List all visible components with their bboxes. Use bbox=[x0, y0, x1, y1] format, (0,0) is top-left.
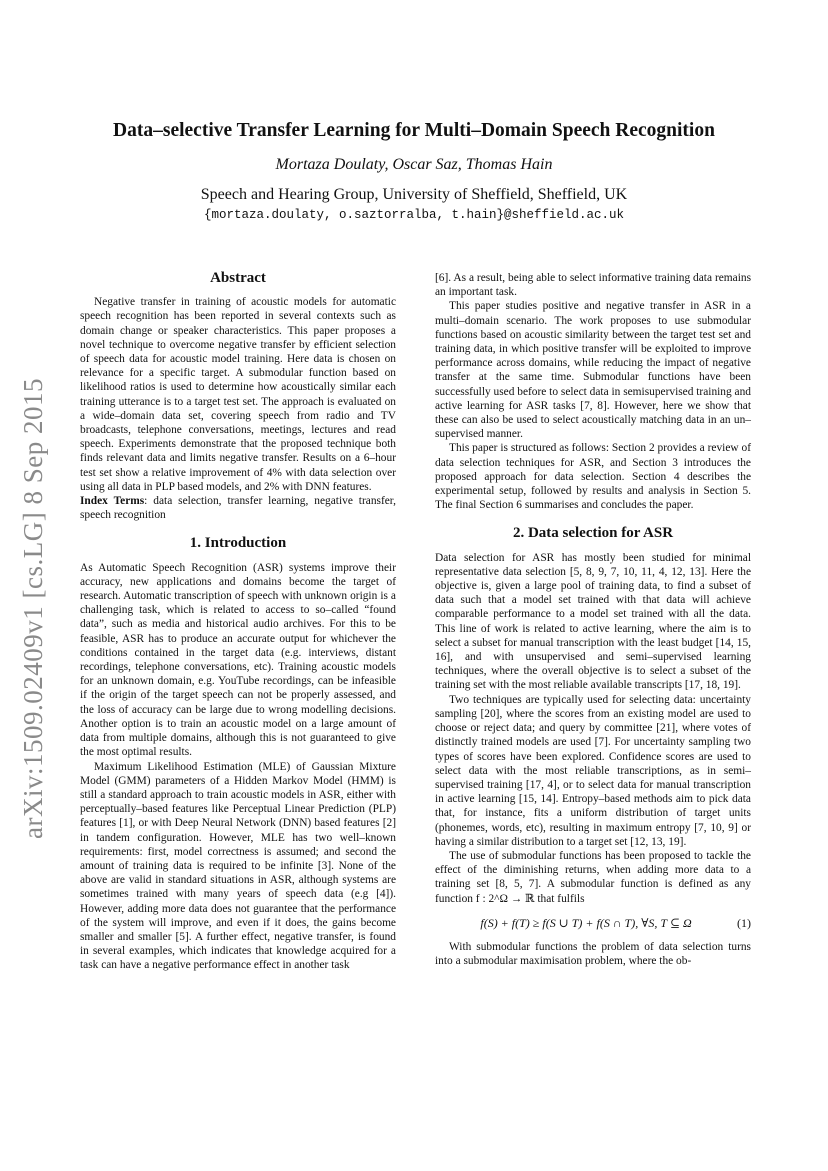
section2-paragraph-4: With submodular functions the problem of data selection turns into a submodular maximisation problem, where the ob- bbox=[435, 940, 751, 968]
section2-paragraph-1: Data selection for ASR has mostly been studied for minimal representative data selection [5, 8, 9, 7, 10, 11, 4, 12, 13]. Here the objective is, given a large pool of training data, to find a subset of data such that a model set trained with that data will achieve comparable performance to a model set trained with all the data. This line of work is related to active learning, where the aim is to select a subset for manual transcription with the least budget [14, 15, 16], and with unsupervised and semi–supervised learning techniques, where the overall objective is to select a subset of the training set with the most reliable available transcripts [17, 18, 19]. bbox=[435, 551, 751, 692]
intro-paragraph-3: [6]. As a result, being able to select informative training data remains an important task. bbox=[435, 272, 751, 299]
intro-paragraph-4: This paper studies positive and negative transfer in ASR in a multi–domain scenario. The work proposes to use submodular functions based on acoustic similarity between the target test set and training data, in which positive transfer will be exploited to improve performance across domains, while reducing the impact of negative transfer at the same time. Submodular functions have been successfully used before to select data in semisupervised training and active learning for ASR tasks [7, 8]. However, here we show that these can also be used to select acoustically matching data in an un–supervised manner. bbox=[435, 300, 751, 441]
equation-1 bbox=[435, 916, 751, 930]
abstract-heading: Abstract bbox=[210, 270, 266, 286]
arxiv-identifier: arXiv:1509.02409v1 [cs.LG] 8 Sep 2015 bbox=[18, 378, 48, 839]
paper-title: Data–selective Transfer Learning for Multi–Domain Speech Recognition bbox=[113, 120, 715, 141]
index-terms-label: Index Terms bbox=[80, 495, 145, 508]
intro-paragraph-5: This paper is structured as follows: Section 2 provides a review of data selection techniques for ASR, and Section 3 introduces the proposed approach for data selection. Section 4 describes the experimental setup, followed by results and analysis in Section 5. The final Section 6 summarises and concludes the paper. bbox=[435, 442, 751, 512]
data-selection-heading: 2. Data selection for ASR bbox=[512, 525, 674, 542]
left-column bbox=[80, 271, 396, 973]
paper-header bbox=[0, 120, 828, 222]
introduction-heading: 1. Introduction bbox=[189, 535, 287, 552]
section2-paragraph-3: The use of submodular functions has been proposed to tackle the effect of the diminishing returns, when adding more data to a training set [8, 5, 7]. A submodular function is defined as any function f : 2^Ω → ℝ that fulfils bbox=[435, 849, 751, 905]
index-terms-text: : data selection, transfer learning, negative transfer, speech recognition bbox=[80, 495, 396, 522]
paper-affiliation: Speech and Hearing Group, University of Sheffield, Sheffield, UK bbox=[200, 186, 628, 203]
paper-authors: Mortaza Doulaty, Oscar Saz, Thomas Hain bbox=[275, 156, 553, 173]
right-column bbox=[435, 271, 751, 968]
section2-paragraph-2: Two techniques are typically used for selecting data: uncertainty sampling [20], where the scores from an existing model are used to choose or reject data; and query by committee [21], where votes of distinctly trained models are used [7]. For uncertainty sampling two types of scores have been explored. Confidence scores are used to select data with the most reliable transcriptions, as in semi–supervised training [17, 4], or to select data for manual transcription in active learning [15, 14]. Entropy–based methods aim to pick data that, for instance, fits a uniform distribution of target units (phonemes, words, etc), resulting in maximum entropy [7, 10, 9] or having a similar distribution to a target set [12, 13, 19]. bbox=[435, 693, 751, 848]
abstract-text: Negative transfer in training of acoustic models for automatic speech recognition has been reported in several contexts such as domain change or speaker characteristics. This paper proposes a novel technique to overcome negative transfer by efficient selection of speech data for acoustic model training. Here data is chosen on relevance for a specific target. A submodular function based on likelihood ratios is used to determine how acoustically similar each training utterance is to a target test set. The approach is evaluated on a wide–domain data set, covering speech from radio and TV broadcasts, telephone conversations, meetings, lectures and read speech. Experiments demonstrate that the proposed technique both finds relevant data and limits negative transfer. Results on a 6–hour test set show a relative improvement of 4% with data selection over using all data in PLP based models, and 2% with DNN features. bbox=[80, 296, 396, 493]
intro-paragraph-2: Maximum Likelihood Estimation (MLE) of Gaussian Mixture Model (GMM) parameters of a Hidden Markov Model (HMM) is still a standard approach to train acoustic models in ASR, either with perceptually–based features like Perceptual Linear Prediction (PLP) features [1], or with Deep Neural Network (DNN) based features [2] in tandem configuration. However, MLE has two well–known requirements: first, model correctness is assumed; and second the amount of training data is required to be infinite [3]. None of the above are valid in standard situations in ASR, although systems are sometimes trained with many years of speech data (e.g [4]). However, adding more data does not guarantee that the performance of the system will improve, and even if it does, the gains become smaller and smaller [5]. A further effect, negative transfer, is found in several examples, which indicates that knowledge acquired for a task can have a negative performance effect in another task bbox=[80, 760, 396, 972]
equation-body: f(S) + f(T) ≥ f(S ∪ T) + f(S ∩ T), ∀S, T ⊆ Ω bbox=[480, 915, 692, 930]
equation-number: (1) bbox=[737, 915, 751, 930]
intro-paragraph-1: As Automatic Speech Recognition (ASR) systems improve their accuracy, new applications and domains become the target of research. Automatic transcription of speech with unknown origin is a challenging task, which is related to access to so–called “found data”, such as media and historical audio archives. For this to be feasible, ASR has to produce an accurate output for whichever the conditions contained in the target data (e.g. interviews, distant recordings, telephone conversations, etc). Training acoustic models for an unknown domain, e.g. YouTube recordings, can be infeasible if the origin of the target speech can not be properly assessed, and the loss of accuracy can be large due to wrong modelling decisions. Another option is to train an acoustic model on a large amount of data from multiple domains, although this is not guaranteed to give the most optimal results. bbox=[80, 561, 396, 759]
paper-email: {mortaza.doulaty, o.saztorralba, t.hain}@sheffield.ac.uk bbox=[203, 208, 625, 222]
index-terms bbox=[80, 494, 396, 522]
